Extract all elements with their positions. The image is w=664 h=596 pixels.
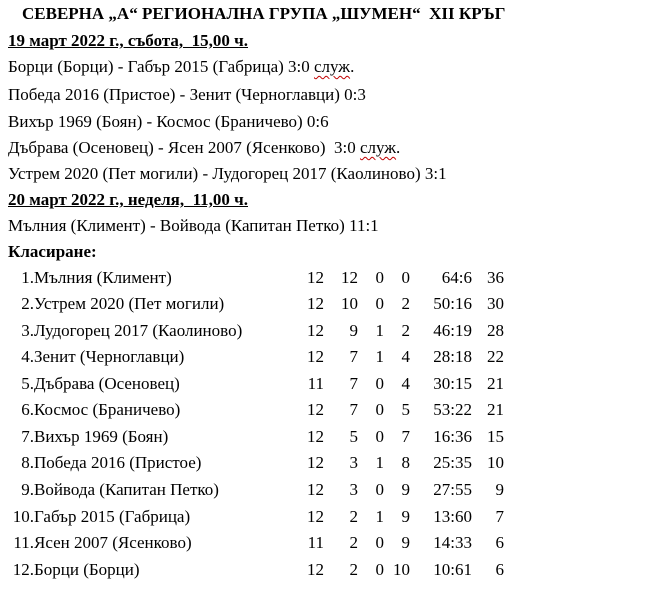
drawn: 0	[375, 560, 384, 579]
lost: 8	[401, 453, 410, 472]
rank: 9.	[21, 480, 34, 499]
team-name: Победа 2016 (Пристое)	[34, 453, 202, 472]
drawn: 0	[375, 533, 384, 552]
played: 12	[307, 294, 324, 313]
won: 3	[349, 453, 358, 472]
rank: 5.	[21, 374, 34, 393]
lost: 9	[401, 480, 410, 499]
drawn: 0	[375, 427, 384, 446]
table-row	[0, 397, 664, 423]
rank: 11.	[13, 533, 34, 552]
match-result: Вихър 1969 (Боян) - Космос (Браничево) 0:6	[8, 112, 329, 131]
played: 12	[307, 480, 324, 499]
match-result: Дъбрава (Осеновец) - Ясен 2007 (Ясенково) 3:0 служ.	[8, 138, 401, 157]
rank: 2.	[21, 294, 34, 313]
rank: 8.	[21, 453, 34, 472]
match-result: Борци (Борци) - Габър 2015 (Габрица) 3:0 служ.	[8, 57, 355, 76]
drawn: 1	[375, 507, 384, 526]
goals: 53:22	[433, 400, 472, 419]
rank: 10.	[12, 507, 34, 526]
page-title: СЕВЕРНА „А“ РЕГИОНАЛНА ГРУПА „ШУМЕН“ XII КРЪГ	[22, 4, 506, 23]
goals: 27:55	[433, 480, 472, 499]
team-name: Зенит (Черноглавци)	[34, 347, 185, 366]
points: 21	[487, 400, 504, 419]
lost: 5	[401, 400, 410, 419]
points: 36	[487, 268, 504, 287]
team-name: Дъбрава (Осеновец)	[34, 374, 180, 393]
lost: 0	[401, 268, 410, 287]
goals: 50:16	[433, 294, 472, 313]
team-name: Космос (Браничево)	[34, 400, 181, 419]
played: 12	[307, 268, 324, 287]
lost: 4	[401, 374, 410, 393]
round-date-saturday: 19 март 2022 г., събота, 15,00 ч.	[8, 31, 249, 50]
rank: 12.	[12, 560, 34, 579]
rank: 3.	[21, 321, 34, 340]
goals: 10:61	[433, 560, 472, 579]
rank: 6.	[21, 400, 34, 419]
rank: 4.	[21, 347, 34, 366]
points: 10	[487, 453, 504, 472]
table-row	[0, 504, 664, 530]
lost: 2	[401, 321, 410, 340]
team-name: Борци (Борци)	[34, 560, 140, 579]
drawn: 1	[375, 347, 384, 366]
round-date-sunday: 20 март 2022 г., неделя, 11,00 ч.	[8, 190, 248, 209]
goals: 16:36	[433, 427, 472, 446]
won: 5	[349, 427, 358, 446]
table-row	[0, 530, 664, 556]
table-row	[0, 371, 664, 397]
won: 2	[349, 533, 358, 552]
match-result: Мълния (Климент) - Войвода (Капитан Петко) 11:1	[8, 216, 379, 235]
lost: 9	[401, 533, 410, 552]
drawn: 0	[375, 400, 384, 419]
won: 2	[349, 507, 358, 526]
table-row	[0, 450, 664, 476]
goals: 14:33	[433, 533, 472, 552]
table-row	[0, 344, 664, 370]
goals: 28:18	[433, 347, 472, 366]
goals: 25:35	[433, 453, 472, 472]
points: 21	[487, 374, 504, 393]
goals: 30:15	[433, 374, 472, 393]
lost: 2	[401, 294, 410, 313]
played: 12	[307, 507, 324, 526]
won: 7	[349, 400, 358, 419]
team-name: Вихър 1969 (Боян)	[34, 427, 169, 446]
played: 12	[307, 427, 324, 446]
won: 10	[341, 294, 358, 313]
team-name: Устрем 2020 (Пет могили)	[34, 294, 225, 313]
played: 11	[307, 374, 324, 393]
goals: 46:19	[433, 321, 472, 340]
table-row	[0, 477, 664, 503]
played: 12	[307, 560, 324, 579]
points: 7	[495, 507, 504, 526]
match-result: Победа 2016 (Пристое) - Зенит (Черноглавци) 0:3	[8, 85, 366, 104]
points: 28	[487, 321, 504, 340]
won: 12	[341, 268, 358, 287]
goals: 13:60	[433, 507, 472, 526]
won: 9	[349, 321, 358, 340]
team-name: Габър 2015 (Габрица)	[34, 507, 191, 526]
won: 7	[349, 347, 358, 366]
rank: 1.	[21, 268, 34, 287]
standings-heading: Класиране:	[8, 242, 97, 261]
goals: 64:6	[441, 268, 472, 287]
drawn: 0	[375, 480, 384, 499]
points: 6	[495, 560, 504, 579]
points: 22	[487, 347, 504, 366]
played: 12	[307, 321, 324, 340]
table-row	[0, 424, 664, 450]
points: 30	[487, 294, 504, 313]
team-name: Войвода (Капитан Петко)	[34, 480, 219, 499]
drawn: 1	[375, 321, 384, 340]
table-row	[0, 265, 664, 291]
table-row	[0, 557, 664, 583]
drawn: 1	[375, 453, 384, 472]
played: 12	[307, 453, 324, 472]
team-name: Мълния (Климент)	[34, 268, 172, 287]
table-row	[0, 291, 664, 317]
drawn: 0	[375, 294, 384, 313]
table-row	[0, 318, 664, 344]
team-name: Лудогорец 2017 (Каолиново)	[34, 321, 243, 340]
match-result: Устрем 2020 (Пет могили) - Лудогорец 2017 (Каолиново) 3:1	[8, 164, 447, 183]
rank: 7.	[21, 427, 34, 446]
lost: 9	[401, 507, 410, 526]
points: 6	[495, 533, 504, 552]
points: 15	[487, 427, 504, 446]
played: 12	[307, 347, 324, 366]
team-name: Ясен 2007 (Ясенково)	[34, 533, 192, 552]
points: 9	[495, 480, 504, 499]
lost: 4	[401, 347, 410, 366]
played: 11	[307, 533, 324, 552]
won: 2	[349, 560, 358, 579]
lost: 10	[393, 560, 410, 579]
lost: 7	[401, 427, 410, 446]
drawn: 0	[375, 374, 384, 393]
drawn: 0	[375, 268, 384, 287]
played: 12	[307, 400, 324, 419]
won: 7	[349, 374, 358, 393]
won: 3	[349, 480, 358, 499]
